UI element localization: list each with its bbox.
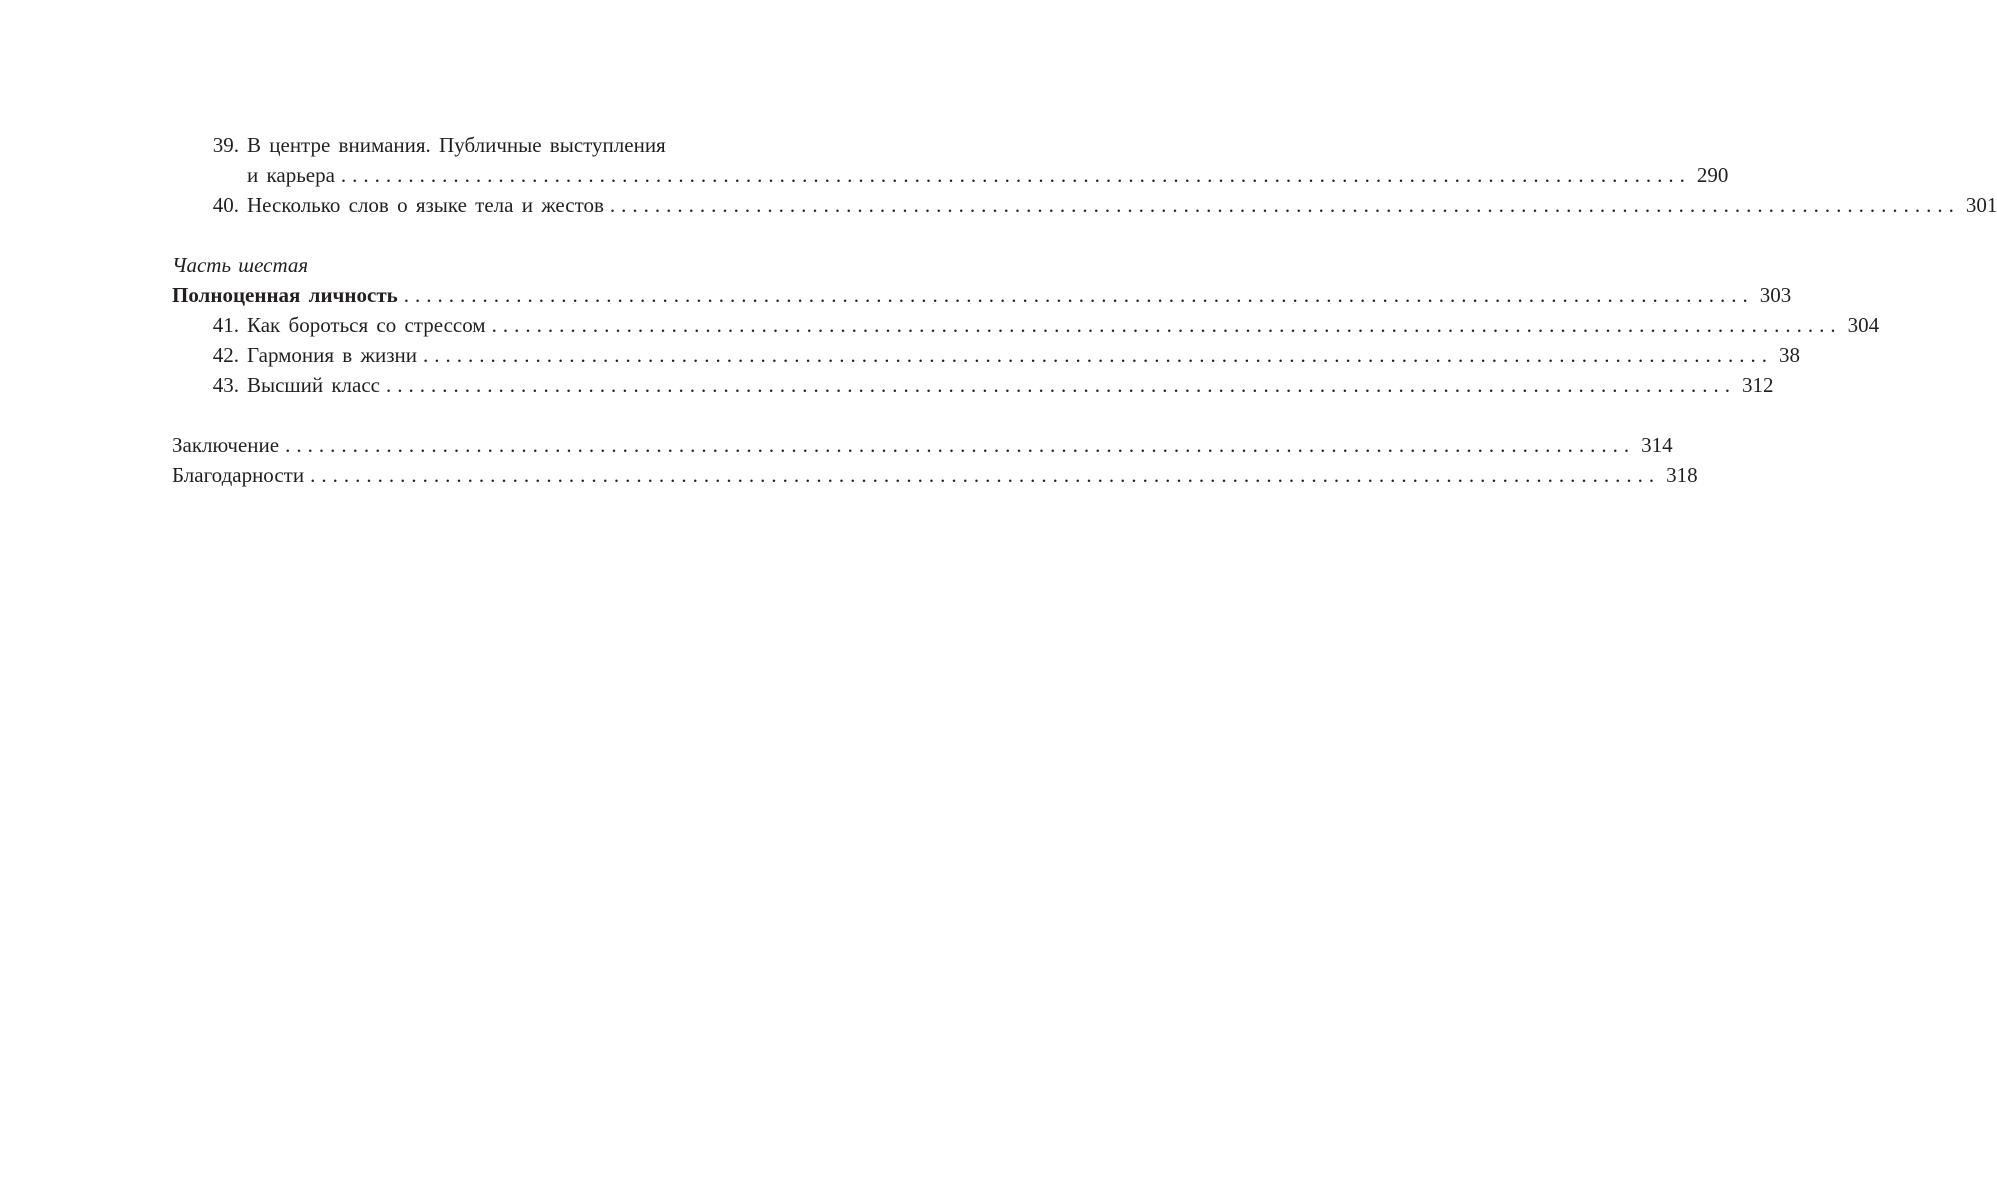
- dot-leader: ........................................................................................................................: [285, 433, 1636, 457]
- spacer: [172, 400, 750, 430]
- toc-entry-number: 42.: [212, 343, 239, 367]
- toc-entry-title: Высший класс: [247, 373, 380, 397]
- dot-leader: ........................................................................................................................: [385, 373, 1736, 397]
- toc-entry-number: 39.: [212, 133, 239, 157]
- dot-leader: ........................................................................................................................: [403, 283, 1754, 307]
- toc-entry-acknowledgements: [172, 460, 1698, 490]
- toc-entry-number: 40.: [212, 193, 239, 217]
- toc-entry-39-line-1: [172, 130, 750, 160]
- toc-entry-page: 290: [1696, 163, 1729, 187]
- dot-leader: ........................................................................................................................: [340, 163, 1691, 187]
- part-page: 303: [1759, 283, 1792, 307]
- part-title: Полноценная личность: [172, 283, 398, 307]
- dot-leader: ........................................................................................................................: [609, 193, 1960, 217]
- toc-entry-title: Как бороться со стрессом: [247, 313, 486, 337]
- toc-entry-number: 41.: [212, 313, 239, 337]
- part-label-row: [172, 250, 750, 280]
- toc-entry-title-continued: и карьера: [247, 163, 335, 187]
- toc-entry-title: Благодарности: [172, 463, 305, 487]
- toc-entry-title: Гармония в жизни: [247, 343, 417, 367]
- spacer: [172, 220, 750, 250]
- toc-entry-page: 314: [1641, 433, 1673, 457]
- toc-entry-40: [172, 190, 1997, 220]
- toc-entry-page: 304: [1847, 313, 1880, 337]
- dot-leader: ........................................................................................................................: [310, 463, 1661, 487]
- part-title-row: [172, 280, 1792, 310]
- toc-entry-41: [172, 310, 1880, 340]
- toc-entry-page: 312: [1741, 373, 1774, 397]
- toc-entry-page: 301: [1965, 193, 1997, 217]
- table-of-contents: [172, 130, 1997, 490]
- toc-entry-title: Заключение: [172, 433, 280, 457]
- toc-entry-39-line-2: [172, 160, 1729, 190]
- dot-leader: ........................................................................................................................: [491, 313, 1842, 337]
- toc-entry-42: [172, 340, 1800, 370]
- toc-entry-title: Несколько слов о языке тела и жестов: [247, 193, 604, 217]
- toc-entry-43: [172, 370, 1774, 400]
- part-label: Часть шестая: [172, 253, 309, 277]
- toc-entry-title: В центре внимания. Публичные выступления: [247, 133, 666, 157]
- toc-entry-number: 43.: [212, 373, 239, 397]
- toc-entry-page: 318: [1666, 463, 1698, 487]
- toc-entry-conclusion: [172, 430, 1673, 460]
- dot-leader: ........................................................................................................................: [422, 343, 1773, 367]
- toc-entry-page: 38: [1778, 343, 1800, 367]
